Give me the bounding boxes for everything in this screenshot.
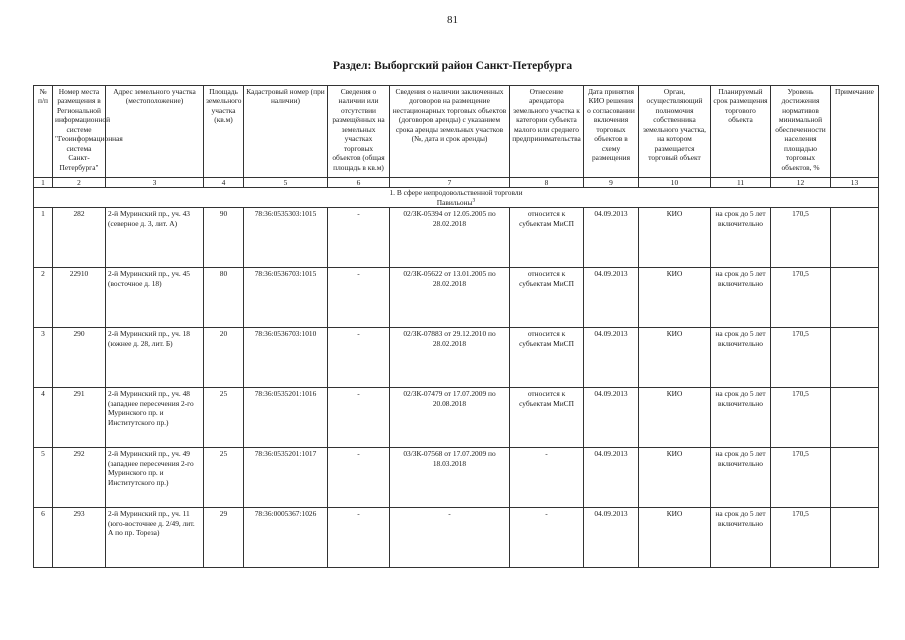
cell-cadastral-number: 78:36:0005367:1026 [244, 508, 328, 568]
col-header-address: Адрес земельного участка (местоположение) [106, 86, 204, 178]
subsection-heading: Павильоны [436, 197, 473, 207]
table-header-row [34, 86, 879, 178]
cell-owner-organ: КИО [639, 508, 711, 568]
cell-place-id: 282 [53, 208, 106, 268]
cell-note [831, 508, 879, 568]
cell-cadastral-number: 78:36:0536703:1010 [244, 328, 328, 388]
cell-cadastral-number: 78:36:0535201:1017 [244, 448, 328, 508]
cell-row-number: 6 [34, 508, 53, 568]
cell-sme-status: относится к субъектам МиСП [510, 268, 584, 328]
cell-owner-organ: КИО [639, 328, 711, 388]
cell-address: 2-й Муринский пр., уч. 48 (западнее пересечения 2-го Муринского пр. и Институтского пр.) [106, 388, 204, 448]
cell-placed-objects: - [328, 208, 390, 268]
subsection-row [34, 198, 879, 208]
column-number: 11 [711, 178, 771, 188]
cell-placement-term: на срок до 5 лет включительно [711, 328, 771, 388]
cell-area: 80 [204, 268, 244, 328]
cell-owner-organ: КИО [639, 208, 711, 268]
cell-placement-term: на срок до 5 лет включительно [711, 388, 771, 448]
cell-owner-organ: КИО [639, 268, 711, 328]
cell-place-id: 292 [53, 448, 106, 508]
column-number: 1 [34, 178, 53, 188]
document-title: Раздел: Выборгский район Санкт-Петербурга [332, 60, 573, 72]
cell-address: 2-й Муринский пр., уч. 43 (северное д. 3, лит. А) [106, 208, 204, 268]
cell-owner-organ: КИО [639, 448, 711, 508]
col-header-cadastral: Кадастровый номер (при наличии) [244, 86, 328, 178]
cell-contract-info: 02/ЗК-05394 от 12.05.2005 по 28.02.2018 [390, 208, 510, 268]
cell-address: 2-й Муринский пр., уч. 18 (южнее д. 28, лит. Б) [106, 328, 204, 388]
table-row [34, 388, 879, 448]
cell-provision-level: 170,5 [771, 328, 831, 388]
col-header-place-id: Номер места размещения в Региональной информационной системе "Геоинформационная система Санкт-Петербурга" [53, 86, 106, 178]
cell-row-number: 3 [34, 328, 53, 388]
col-header-objects: Сведения о наличии или отсутствии размещённых на земельных участках торговых объектов (общая площадь в кв.м) [328, 86, 390, 178]
cell-decision-date: 04.09.2013 [584, 508, 639, 568]
cell-placed-objects: - [328, 328, 390, 388]
column-number: 13 [831, 178, 879, 188]
cell-contract-info: 02/ЗК-07479 от 17.07.2009 по 20.08.2018 [390, 388, 510, 448]
column-number: 9 [584, 178, 639, 188]
cell-placed-objects: - [328, 388, 390, 448]
cell-place-id: 291 [53, 388, 106, 448]
table-row [34, 208, 879, 268]
table-row [34, 508, 879, 568]
column-number: 3 [106, 178, 204, 188]
cell-place-id: 290 [53, 328, 106, 388]
cell-sme-status: - [510, 448, 584, 508]
cell-note [831, 388, 879, 448]
cell-cadastral-number: 78:36:0535303:1015 [244, 208, 328, 268]
cell-area: 25 [204, 388, 244, 448]
cell-provision-level: 170,5 [771, 448, 831, 508]
col-header-sme: Отнесение арендатора земельного участка к категории субъекта малого или среднего предпринимательства [510, 86, 584, 178]
cell-place-id: 22910 [53, 268, 106, 328]
cell-area: 20 [204, 328, 244, 388]
column-number-row [34, 178, 879, 188]
cell-placement-term: на срок до 5 лет включительно [711, 268, 771, 328]
cell-placed-objects: - [328, 268, 390, 328]
cell-row-number: 5 [34, 448, 53, 508]
col-header-number: № п/п [34, 86, 53, 178]
col-header-level: Уровень достижения нормативов минимальной обеспеченности населения площадью торговых объектов, % [771, 86, 831, 178]
cell-provision-level: 170,5 [771, 208, 831, 268]
cell-sme-status: - [510, 508, 584, 568]
column-number: 8 [510, 178, 584, 188]
placement-table-wrapper [33, 85, 879, 568]
cell-decision-date: 04.09.2013 [584, 388, 639, 448]
cell-placed-objects: - [328, 448, 390, 508]
cell-area: 29 [204, 508, 244, 568]
cell-placement-term: на срок до 5 лет включительно [711, 208, 771, 268]
cell-contract-info: 02/ЗК-05622 от 13.01.2005 по 28.02.2018 [390, 268, 510, 328]
column-number: 12 [771, 178, 831, 188]
cell-area: 90 [204, 208, 244, 268]
cell-cadastral-number: 78:36:0535201:1016 [244, 388, 328, 448]
cell-area: 25 [204, 448, 244, 508]
section-row [34, 188, 879, 198]
cell-contract-info: 02/ЗК-07883 от 29.12.2010 по 28.02.2018 [390, 328, 510, 388]
column-number: 7 [390, 178, 510, 188]
cell-note [831, 448, 879, 508]
placement-table [33, 85, 879, 568]
cell-owner-organ: КИО [639, 388, 711, 448]
col-header-decision-date: Дата принятия КИО решения о согласовании включения торговых объектов в схему размещения [584, 86, 639, 178]
col-header-area: Площадь земельного участка (кв.м) [204, 86, 244, 178]
cell-sme-status: относится к субъектам МиСП [510, 208, 584, 268]
cell-row-number: 2 [34, 268, 53, 328]
cell-contract-info: 03/ЗК-07568 от 17.07.2009 по 18.03.2018 [390, 448, 510, 508]
cell-sme-status: относится к субъектам МиСП [510, 388, 584, 448]
table-row [34, 268, 879, 328]
cell-address: 2-й Муринский пр., уч. 49 (западнее пересечения 2-го Муринского пр. и Институтского пр.) [106, 448, 204, 508]
cell-decision-date: 04.09.2013 [584, 448, 639, 508]
column-number: 6 [328, 178, 390, 188]
col-header-term: Планируемый срок размещения торгового объекта [711, 86, 771, 178]
cell-row-number: 1 [34, 208, 53, 268]
cell-row-number: 4 [34, 388, 53, 448]
table-row [34, 328, 879, 388]
page-number: 81 [447, 14, 458, 26]
cell-decision-date: 04.09.2013 [584, 208, 639, 268]
cell-address: 2-й Муринский пр., уч. 11 (юго-восточнее д. 2/49, лит. А по пр. Тореза) [106, 508, 204, 568]
footnote-marker: 3 [472, 197, 476, 204]
column-number: 2 [53, 178, 106, 188]
cell-sme-status: относится к субъектам МиСП [510, 328, 584, 388]
column-number: 10 [639, 178, 711, 188]
cell-cadastral-number: 78:36:0536703:1015 [244, 268, 328, 328]
cell-contract-info: - [390, 508, 510, 568]
cell-note [831, 328, 879, 388]
cell-placed-objects: - [328, 508, 390, 568]
section-heading: 1. В сфере непродовольственной торговли [34, 188, 879, 198]
cell-decision-date: 04.09.2013 [584, 328, 639, 388]
subsection-heading-cell [34, 198, 879, 208]
cell-note [831, 268, 879, 328]
cell-provision-level: 170,5 [771, 508, 831, 568]
cell-address: 2-й Муринский пр., уч. 45 (восточное д. 18) [106, 268, 204, 328]
column-number: 5 [244, 178, 328, 188]
cell-provision-level: 170,5 [771, 268, 831, 328]
cell-placement-term: на срок до 5 лет включительно [711, 508, 771, 568]
table-row [34, 448, 879, 508]
cell-provision-level: 170,5 [771, 388, 831, 448]
cell-place-id: 293 [53, 508, 106, 568]
cell-note [831, 208, 879, 268]
cell-decision-date: 04.09.2013 [584, 268, 639, 328]
col-header-contract: Сведения о наличии заключенных договоров на размещение нестационарных торговых объектов (договоров аренды) с указанием срока аренды земельных участков (№, дата и срок аренды) [390, 86, 510, 178]
column-number: 4 [204, 178, 244, 188]
cell-placement-term: на срок до 5 лет включительно [711, 448, 771, 508]
col-header-organ: Орган, осуществляющий полномочия собственника земельного участка, на котором размещается торговый объект [639, 86, 711, 178]
col-header-note: Примечание [831, 86, 879, 178]
